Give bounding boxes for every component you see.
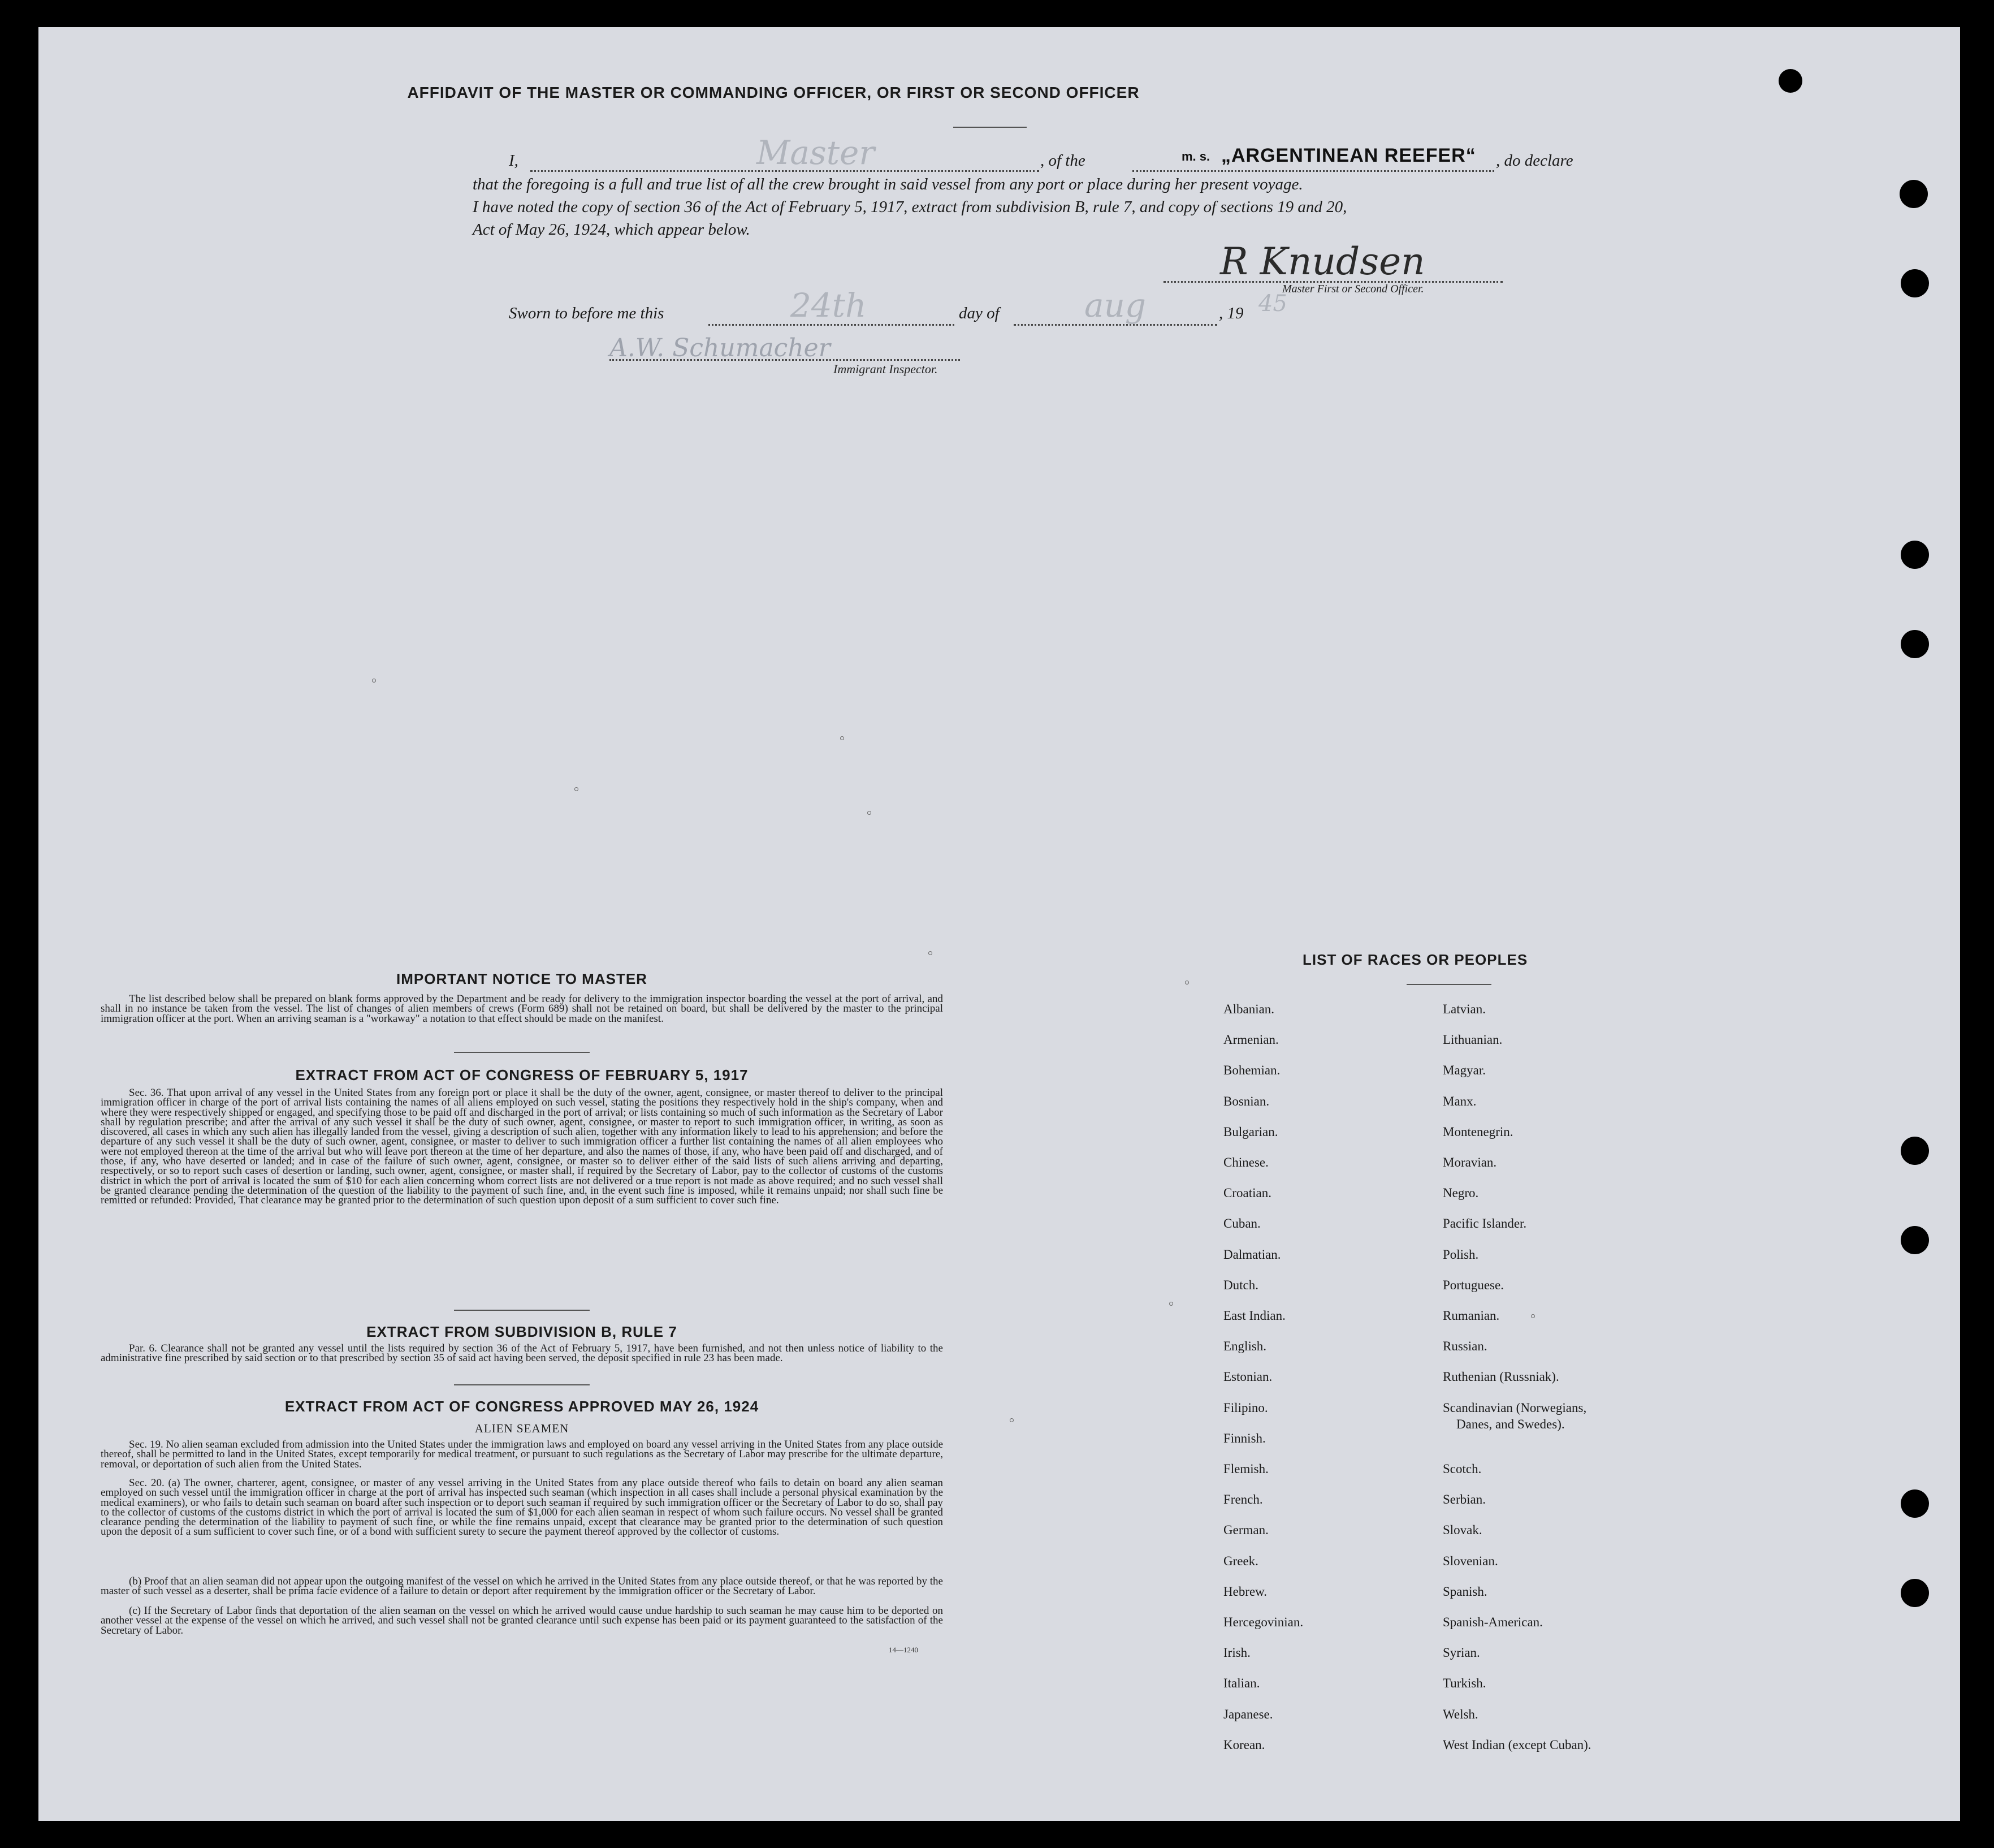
race-item: Magyar. <box>1443 1063 1486 1078</box>
race-item: Spanish. <box>1443 1584 1487 1599</box>
speck <box>574 787 578 791</box>
binder-hole <box>1900 180 1928 208</box>
race-item: Finnish. <box>1223 1431 1266 1445</box>
master-signature: R Knudsen <box>1220 240 1425 283</box>
race-item: Bohemian. <box>1223 1063 1281 1078</box>
races-divider <box>1407 984 1491 985</box>
sec20c-text <box>101 1606 943 1635</box>
binder-hole <box>1901 541 1929 569</box>
speck <box>1531 1314 1535 1318</box>
speck <box>867 811 871 815</box>
race-item: Flemish. <box>1223 1462 1269 1476</box>
extract-rule7-body: Par. 6. Clearance shall not be granted any vessel until the lists required by section 36 of the Act of February 5, 1917, have been furnished, and not then unless notice of liability to the administrative fine prescribed by said section or to that prescribed by section 35 of said act having been served, the deposit specified in rule 23 has been made. <box>101 1342 943 1365</box>
sec20b-body: (b) Proof that an alien seaman did not appear upon the outgoing manifest of the vessel on which he arrived in the United States from any place outside thereof, or that he was reported by the master of such vessel as a deserter, shall be prima facie evidence of a failure to detain or deport after requirement by the immigration officer or the Secretary of Labor. <box>101 1575 943 1597</box>
speck <box>928 951 932 955</box>
do-declare-text: , do declare <box>1496 152 1573 170</box>
vessel-name: „ARGENTINEAN REEFER“ <box>1221 145 1476 166</box>
race-item: Estonian. <box>1223 1370 1273 1384</box>
race-item: Bulgarian. <box>1223 1124 1278 1139</box>
vessel-line <box>1132 170 1494 172</box>
race-item: Danes, and Swedes). <box>1456 1417 1565 1432</box>
signature-caption: Master First or Second Officer. <box>1282 283 1424 295</box>
affidavit-line-4: Act of May 26, 1924, which appear below. <box>473 221 750 239</box>
day-of-text: day of <box>959 304 1000 322</box>
notice-divider <box>454 1052 590 1053</box>
notice-body: The list described below shall be prepared on blank forms approved by the Department and be ready for delivery to the immigration inspector boarding the vessel at the port of arrival, and shall in no instance be taken from the vessel. The list of changes of alien members of crews (Form 689) shall not be retained on board, but shall be delivered by the master to the principal immigration officer at the port. When an arriving seaman is a "workaway" a notation to that effect should be made on the manifest. <box>101 993 943 1025</box>
races-title: LIST OF RACES OR PEOPLES <box>1303 951 1528 968</box>
binder-hole <box>1779 69 1802 93</box>
race-item: English. <box>1223 1339 1267 1354</box>
race-item: Serbian. <box>1443 1492 1486 1507</box>
month-handwriting: aug <box>1084 286 1147 325</box>
affidavit-line-2: that the foregoing is a full and true list of all the crew brought in said vessel from any port or place during her present voyage. <box>473 175 1303 193</box>
race-item: Ruthenian (Russniak). <box>1443 1370 1559 1384</box>
binder-hole <box>1901 1579 1929 1607</box>
speck <box>1010 1418 1014 1422</box>
sec20b-text <box>101 1577 943 1596</box>
binder-hole <box>1901 630 1929 658</box>
race-item: Greek. <box>1223 1553 1258 1568</box>
race-item: Spanish-American. <box>1443 1615 1543 1629</box>
extract-rule7-divider <box>454 1384 590 1385</box>
race-item: Scotch. <box>1443 1462 1482 1476</box>
race-item: Armenian. <box>1223 1033 1279 1047</box>
binder-hole <box>1901 1226 1929 1254</box>
race-item: Moravian. <box>1443 1155 1497 1169</box>
race-item: Cuban. <box>1223 1216 1261 1231</box>
form-number: 14—1240 <box>889 1646 918 1654</box>
race-item: Pacific Islander. <box>1443 1216 1527 1231</box>
notice-title: IMPORTANT NOTICE TO MASTER <box>396 970 647 987</box>
extract-rule7-title: EXTRACT FROM SUBDIVISION B, RULE 7 <box>366 1323 677 1340</box>
race-item: Portuguese. <box>1443 1277 1504 1292</box>
race-item: Hebrew. <box>1223 1584 1268 1599</box>
race-item: Scandinavian (Norwegians, <box>1443 1400 1587 1415</box>
race-item: Irish. <box>1223 1646 1251 1660</box>
speck <box>1185 981 1189 985</box>
race-item: Slovak. <box>1443 1523 1482 1538</box>
race-item: Negro. <box>1443 1186 1479 1201</box>
race-item: Korean. <box>1223 1737 1265 1752</box>
race-item: Albanian. <box>1223 1002 1275 1016</box>
race-item: Hercegovinian. <box>1223 1615 1304 1629</box>
sec19-body: Sec. 19. No alien seaman excluded from admission into the United States under the immigration laws and employed on board any vessel arriving in the United States from any place outside thereof, shall be permitted to land in the United States, except temporarily for medical treatment, or pursuant to such regulations as the Secretary of Labor may prescribe for the ultimate departure, removal, or deportation of such alien from the United States. <box>101 1439 943 1470</box>
sec20c-body: (c) If the Secretary of Labor finds that deportation of the alien seaman on the vessel on which he arrived would cause undue hardship to such seaman he may cause him to be deported on another vessel at the expense of the vessel on which he arrived, and such vessel shall not be granted clearance until such expense has been paid or its payment guaranteed to the satisfaction of the Secretary of Labor. <box>101 1605 943 1637</box>
manifest-sheet <box>38 27 1960 1821</box>
race-item: West Indian (except Cuban). <box>1443 1737 1591 1752</box>
race-item: East Indian. <box>1223 1309 1286 1323</box>
binder-hole <box>1901 1489 1929 1518</box>
of-the-text: , of the <box>1040 152 1085 170</box>
race-item: Japanese. <box>1223 1707 1273 1721</box>
race-item: German. <box>1223 1523 1269 1538</box>
speck <box>372 679 376 683</box>
year-prefix: , 19 <box>1219 304 1244 322</box>
binder-hole <box>1901 269 1929 297</box>
race-item: Bosnian. <box>1223 1094 1270 1108</box>
inspector-caption: Immigrant Inspector. <box>833 362 938 376</box>
speck <box>1169 1302 1173 1306</box>
race-item: Dalmatian. <box>1223 1247 1281 1262</box>
alien-seamen-subtitle: ALIEN SEAMEN <box>474 1422 569 1435</box>
race-item: Filipino. <box>1223 1400 1268 1415</box>
extract-1917-text <box>101 1088 943 1206</box>
race-item: Polish. <box>1443 1247 1479 1262</box>
race-item: Turkish. <box>1443 1676 1486 1691</box>
sworn-text: Sworn to before me this <box>509 304 664 322</box>
race-item: Manx. <box>1443 1094 1477 1108</box>
race-item: Chinese. <box>1223 1155 1269 1169</box>
race-item: Montenegrin. <box>1443 1124 1513 1139</box>
extract-1917-divider <box>454 1310 590 1311</box>
race-item: Italian. <box>1223 1676 1260 1691</box>
inspector-signature: A.W. Schumacher <box>609 334 831 362</box>
extract-1917-title: EXTRACT FROM ACT OF CONGRESS OF FEBRUARY 5, 1917 <box>295 1067 749 1083</box>
race-item: Rumanian. <box>1443 1309 1500 1323</box>
year-handwriting: 45 <box>1258 291 1287 317</box>
notice-text <box>101 994 943 1024</box>
sec20a-body: Sec. 20. (a) The owner, charterer, agent, consignee, or master of any vessel arriving in the United States from any place outside thereof who fails to detain on board any alien seaman employed on such vessel until the immigration officer in charge at the port of arrival has inspected such seaman (which inspection in all cases shall include a personal physical examination by the medical examiners), or who fails to detain such seaman on board after such inspection or to deport such seaman if required by such immigration officer or the Secretary of Labor to do so, shall pay to the collector of customs of the customs district in which the port of arrival is located the sum of $1,000 for each alien seaman in respect of whom such failure occurs. No vessel shall be granted clearance pending the determination of the liability to payment of such fine, or while the fine remains unpaid, except that clearance may be granted prior to the determination of such question upon the deposit of a sum sufficient to cover such fine, or of a bond with sufficient surety to secure the payment thereof approved by the collector of customs. <box>101 1477 943 1538</box>
extract-1917-body: Sec. 36. That upon arrival of any vessel in the United States from any foreign port or place it shall be the duty of the owner, agent, consignee, or master thereof to deliver to the principal immigration officer in charge of the port of arrival lists containing the names of all aliens employed on such vessel, stating the positions they respectively hold in the ship's company, when and where they were respectively shipped or engaged, and specifying those to be paid off and discharged in the port of arrival; or lists containing so much of such information as the Secretary of Labor shall by regulation prescribe; and after the arrival of any such vessel it shall be the duty of such owner, agent, consignee, or master to report to such immigration officer, in writing, as soon as discovered, all cases in which any such alien has illegally landed from the vessel, giving a description of such alien, together with any information likely to lead to his apprehension; and before the departure of any such vessel it shall be the duty of such owner, agent, consignee, or master to deliver to such immigration officer a further list containing the names of all alien employees who were not employed thereon at the time of the arrival but who will leave port thereon at the time of her departure, and also the names of those, if any, who have been paid off and discharged, and of those, if any, who have deserted or landed; and in case of the failure of such owner, agent, consignee, or master so to deliver either of the said lists of such aliens arriving and departing, respectively, or so to report such cases of desertion or landing, such owner, agent, consignee, or master shall, if required by the Secretary of Labor, pay to the collector of customs of the customs district in which the port of arrival is located the sum of $10 for each alien concerning whom correct lists are not delivered or a true report is not made as above required; and no such vessel shall be granted clearance pending the determination of the question of the liability to the payment of such fine, and, in the event such fine is imposed, while it remains unpaid; nor shall such fine be remitted or refunded: Provided, That clearance may be granted prior to the determination of such question upon deposit of a sum sufficient to cover such fine. <box>101 1087 943 1207</box>
affidavit-title: AFFIDAVIT OF THE MASTER OR COMMANDING OFFICER, OR FIRST OR SECOND OFFICER <box>407 84 1140 101</box>
vessel-prefix: m. s. <box>1182 149 1210 163</box>
sec19-text <box>101 1440 943 1469</box>
race-item: Latvian. <box>1443 1002 1486 1016</box>
race-item: Lithuanian. <box>1443 1033 1503 1047</box>
day-handwriting: 24th <box>790 286 867 325</box>
sec20a-text <box>101 1478 943 1537</box>
race-item: French. <box>1223 1492 1263 1507</box>
affidavit-line-3: I have noted the copy of section 36 of the Act of February 5, 1917, extract from subdivision B, rule 7, and copy of sections 19 and 20, <box>473 198 1347 216</box>
race-item: Russian. <box>1443 1339 1487 1354</box>
speck <box>840 736 844 740</box>
race-item: Slovenian. <box>1443 1553 1498 1568</box>
binder-hole <box>1901 1137 1929 1165</box>
race-item: Welsh. <box>1443 1707 1478 1721</box>
affidavit-i: I, <box>509 152 518 170</box>
extract-rule7-text <box>101 1344 943 1363</box>
name-handwriting: Master <box>756 133 875 172</box>
title-divider <box>953 127 1027 128</box>
race-item: Croatian. <box>1223 1186 1271 1201</box>
race-item: Syrian. <box>1443 1646 1480 1660</box>
race-item: Dutch. <box>1223 1277 1258 1292</box>
extract-1924-title: EXTRACT FROM ACT OF CONGRESS APPROVED MAY 26, 1924 <box>284 1398 759 1415</box>
inspector-line <box>609 359 960 361</box>
